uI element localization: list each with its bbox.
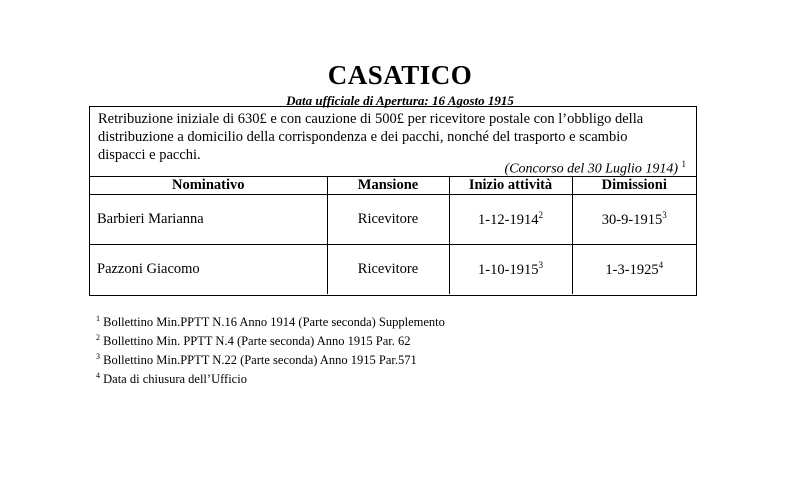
- table-row: [90, 245, 696, 295]
- footnote-item: [96, 349, 445, 368]
- office-info-box: [89, 106, 697, 296]
- cell-name: Barbieri Marianna: [90, 195, 327, 245]
- table-row: [90, 195, 696, 245]
- header-inizio: Inizio attività: [449, 177, 572, 195]
- end-date: 1-3-1925: [605, 261, 659, 278]
- header-mansione: Mansione: [327, 177, 449, 195]
- concorso-text: (Concorso del 30 Luglio 1914): [504, 161, 678, 177]
- table-header-row: [90, 177, 696, 195]
- cell-start: [449, 245, 572, 295]
- cell-start: [449, 195, 572, 245]
- header-dimissioni: Dimissioni: [572, 177, 696, 195]
- footnote-text: Data di chiusura dell’Ufficio: [103, 372, 247, 387]
- footnote-text: Bollettino Min.PPTT N.22 (Parte seconda) Anno 1915 Par.571: [103, 353, 417, 368]
- page-title: CASATICO: [327, 60, 473, 90]
- footnote-text: Bollettino Min. PPTT N.4 (Parte seconda) Anno 1915 Par. 62: [103, 334, 411, 349]
- concorso-line: [505, 159, 686, 178]
- cell-end: [572, 195, 696, 245]
- footnote-text: Bollettino Min.PPTT N.16 Anno 1914 (Parte seconda) Supplemento: [103, 315, 445, 330]
- footnote-number: 1: [96, 314, 100, 323]
- footnote-ref: 3: [662, 210, 667, 221]
- footnote-number: 3: [96, 352, 100, 362]
- footnote-ref: 4: [658, 260, 664, 271]
- footnote-number: 2: [96, 333, 100, 343]
- end-date: 30-9-1915: [601, 211, 663, 228]
- header-nominativo: Nominativo: [90, 177, 327, 195]
- opening-date-subtitle: Data ufficiale di Apertura: 16 Agosto 1915: [286, 93, 514, 108]
- footnote-item: [96, 330, 445, 349]
- start-date: 1-10-1915: [478, 261, 539, 278]
- footnote-item: [96, 368, 445, 387]
- footnote-item: [96, 311, 445, 330]
- footnote-number: 4: [96, 371, 100, 381]
- description-text: Retribuzione iniziale di 630£ e con cauzione di 500£ per ricevitore postale con l’obbligo della distribuzione a domicilio della corrispondenza e dei pacchi, nonché del trasporto e scambio dispacci e pacchi.: [98, 111, 644, 163]
- cell-name: Pazzoni Giacomo: [90, 245, 327, 295]
- footnotes: [96, 311, 445, 388]
- staff-table: [90, 176, 696, 294]
- cell-role: Ricevitore: [327, 245, 449, 295]
- cell-end: [572, 245, 696, 295]
- concorso-footnote-ref: 1: [681, 159, 686, 169]
- start-date: 1-12-1914: [478, 211, 539, 228]
- footnote-ref: 3: [538, 260, 543, 271]
- footnote-ref: 2: [538, 210, 543, 221]
- cell-role: Ricevitore: [327, 195, 449, 245]
